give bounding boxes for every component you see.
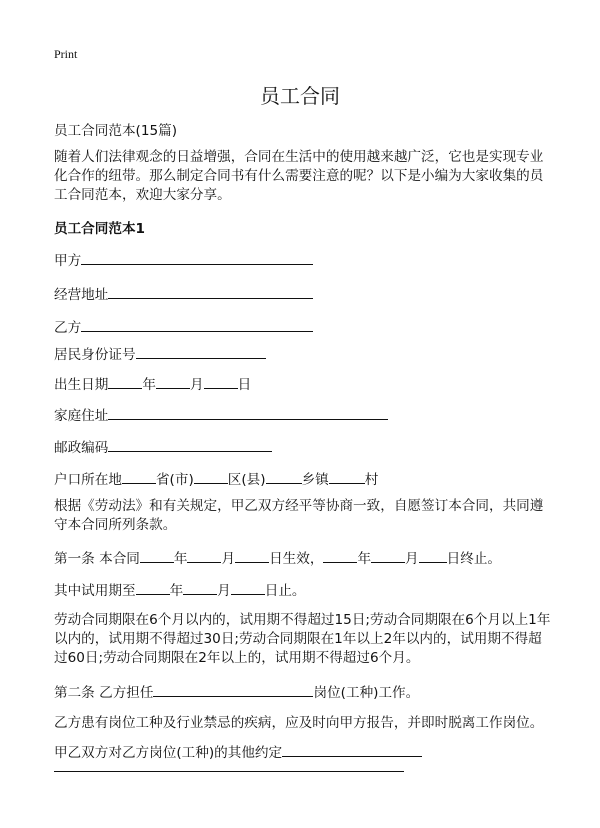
blank — [231, 581, 265, 595]
label: 月 — [405, 551, 419, 567]
label: 年 — [142, 377, 156, 393]
label: 年 — [173, 551, 188, 567]
party-b-row — [54, 316, 313, 336]
blank — [235, 549, 269, 563]
basis-paragraph — [54, 497, 543, 535]
label: 家庭住址 — [54, 408, 109, 424]
blank — [108, 438, 272, 452]
label: 月 — [221, 551, 236, 567]
label: 乙方 — [54, 320, 82, 336]
blank — [140, 549, 174, 563]
text-line: 过60日;劳动合同期限在2年以上的，试用期不得超过6个月。 — [54, 650, 420, 666]
label: 日生效， — [269, 551, 324, 567]
blank — [194, 470, 228, 484]
blank — [371, 549, 405, 563]
blank — [156, 375, 190, 389]
text-line: 随着人们法律观念的日益增强，合同在生活中的使用越来越广泛，它也是实现专业 — [54, 149, 544, 165]
blank — [81, 318, 313, 332]
blank — [329, 470, 365, 484]
article1-row — [54, 547, 501, 567]
blank — [323, 549, 357, 563]
label: 户口所在地 — [54, 472, 122, 488]
print-link[interactable]: Print — [54, 47, 78, 61]
article2-row — [54, 681, 419, 701]
text-line: 根据《劳动法》和有关规定，甲乙双方经平等协商一致，自愿签订本合同，共同遵 — [54, 498, 544, 514]
other-terms-blank-line — [54, 758, 404, 776]
page-title: 员工合同 — [260, 84, 340, 108]
label: 日止。 — [264, 583, 306, 599]
blank — [136, 581, 170, 595]
blank — [108, 375, 142, 389]
blank — [204, 375, 238, 389]
intro-paragraph — [54, 148, 543, 205]
label: 乡镇 — [301, 472, 329, 488]
blank — [81, 251, 313, 265]
label: 省(市) — [155, 472, 194, 488]
label: 甲乙双方对乙方岗位(工种)的其他约定 — [54, 745, 283, 761]
blank — [187, 549, 221, 563]
blank — [54, 758, 404, 772]
blank — [153, 683, 313, 697]
label: 出生日期 — [54, 377, 109, 393]
text-line: 化合作的纽带。那么制定合同书有什么需要注意的呢？以下是小编为大家收集的员 — [54, 168, 544, 184]
label: 村 — [364, 472, 379, 488]
label: 其中试用期至 — [54, 583, 136, 599]
home-row — [54, 404, 388, 424]
blank — [122, 470, 156, 484]
blank — [266, 470, 302, 484]
label: 日 — [237, 377, 252, 393]
postcode-row — [54, 436, 272, 456]
blank — [136, 345, 266, 359]
label: 月 — [189, 377, 204, 393]
id-row — [54, 343, 266, 363]
label: 日终止。 — [446, 551, 502, 567]
blank — [419, 549, 447, 563]
label: 居民身份证号 — [54, 347, 136, 363]
party-a-row — [54, 249, 313, 269]
label: 经营地址 — [54, 287, 109, 303]
probation-row — [54, 579, 306, 599]
text-line: 守本合同所列条款。 — [54, 517, 177, 533]
text-line: 工合同范本，欢迎大家分享。 — [54, 187, 231, 203]
label: 第一条 本合同 — [54, 551, 140, 567]
hukou-row — [54, 468, 378, 488]
blank — [108, 406, 388, 420]
label: 年 — [169, 583, 184, 599]
blank — [282, 743, 422, 757]
label: 第二条 乙方担任 — [54, 685, 154, 701]
birth-row — [54, 373, 251, 393]
blank — [108, 285, 313, 299]
label: 岗位(工种)工作。 — [313, 685, 420, 701]
section-heading: 员工合同范本1 — [54, 221, 146, 237]
blank — [183, 581, 217, 595]
label: 年 — [357, 551, 372, 567]
label: 区(县) — [227, 472, 266, 488]
label: 甲方 — [54, 253, 82, 269]
text-line: 劳动合同期限在6个月以内的，试用期不得超过15日;劳动合同期限在6个月以上1年 — [54, 612, 551, 628]
label: 邮政编码 — [54, 440, 109, 456]
text-line: 以内的，试用期不得超过30日;劳动合同期限在1年以上2年以内的，试用期不得超 — [54, 631, 542, 647]
subtitle: 员工合同范本(15篇) — [54, 123, 178, 139]
label: 月 — [217, 583, 231, 599]
disease-clause: 乙方患有岗位工种及行业禁忌的疾病，应及时向甲方报告，并即时脱离工作岗位。 — [54, 715, 544, 731]
probation-rules-paragraph — [54, 611, 550, 668]
address-row — [54, 283, 313, 303]
